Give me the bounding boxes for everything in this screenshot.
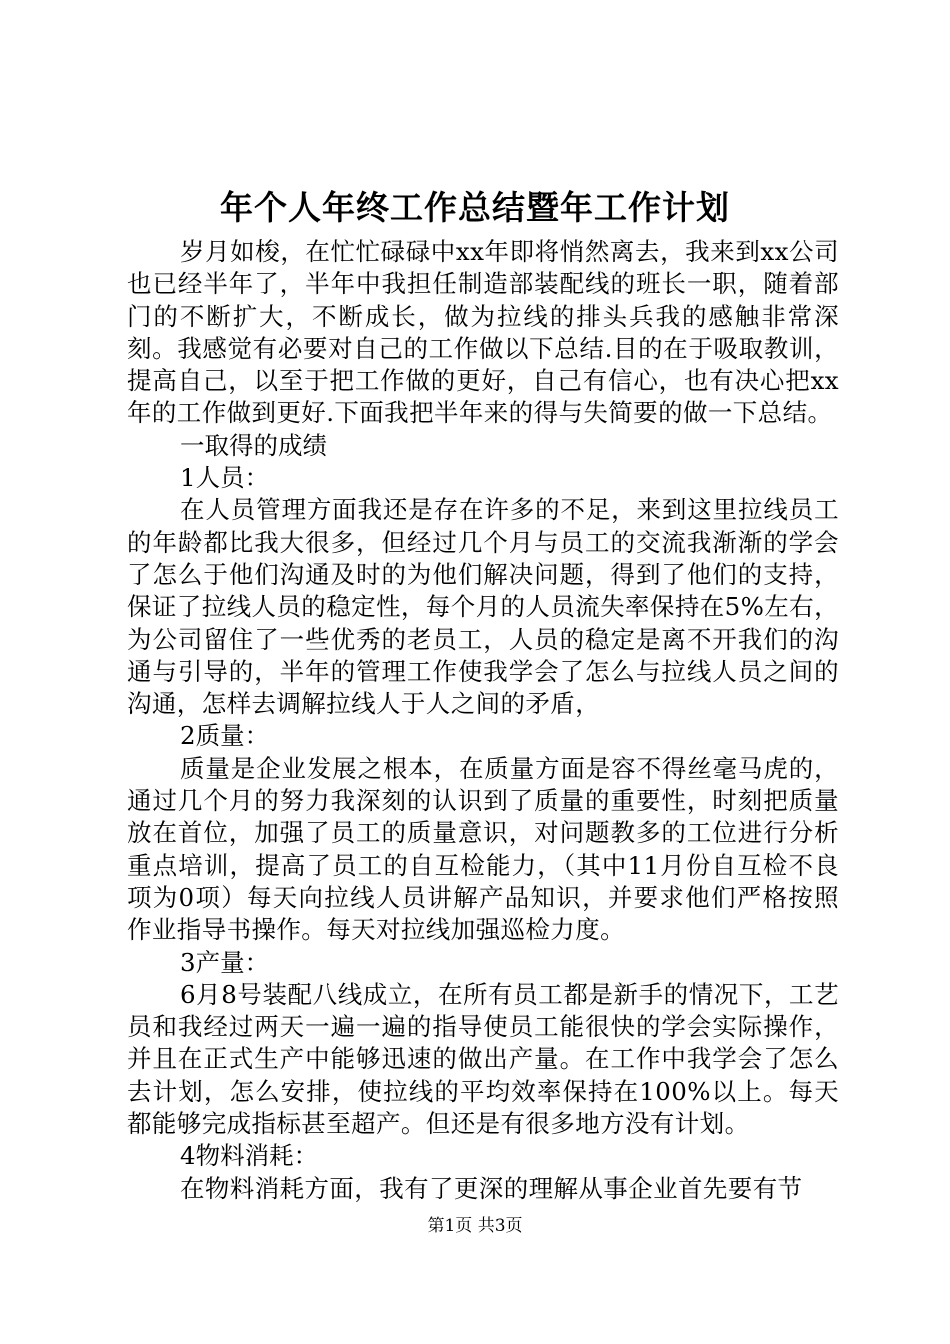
subheading-material-consumption: 4物料消耗： xyxy=(180,1141,319,1171)
document-title: 年个人年终工作总结暨年工作计划 xyxy=(220,188,730,227)
intro-paragraph: 岁月如梭，在忙忙碌碌中xx年即将悄然离去，我来到xx公司也已经半年了，半年中我担任制造部装配线的班长一职，随着部门的不断扩大，不断成长，做为拉线的排头兵我的感触非常深刻。我感觉有必要对自己的工作做以下总结.目的在于吸取教训，提高自己，以至于把工作做的更好，自己有信心，也有决心把xx年的工作做到更好.下面我把半年来的得与失简要的做一下总结。 xyxy=(127,237,839,428)
subheading-personnel: 1人员： xyxy=(180,463,270,493)
quality-paragraph: 质量是企业发展之根本，在质量方面是容不得丝毫马虎的，通过几个月的努力我深刻的认识到了质量的重要性，时刻把质量放在首位，加强了员工的质量意识，对问题教多的工位进行分析重点培训，提高了员工的自互检能力，（其中11月份自互检不良项为0项）每天向拉线人员讲解产品知识，并要求他们严格按照作业指导书操作。每天对拉线加强巡检力度。 xyxy=(127,753,839,945)
page-footer: 第1页 共3页 xyxy=(427,1216,523,1236)
section-heading-achievements: 一取得的成绩 xyxy=(180,430,327,460)
material-consumption-paragraph: 在物料消耗方面，我有了更深的理解从事企业首先要有节 xyxy=(180,1173,803,1203)
personnel-paragraph: 在人员管理方面我还是存在许多的不足，来到这里拉线员工的年龄都比我大很多，但经过几个月与员工的交流我渐渐的学会了怎么于他们沟通及时的为他们解决问题，得到了他们的支持，保证了拉线人员的稳定性，每个月的人员流失率保持在5%左右，为公司留住了一些优秀的老员工，人员的稳定是离不开我们的沟通与引导的，半年的管理工作使我学会了怎么与拉线人员之间的沟通，怎样去调解拉线人于人之间的矛盾， xyxy=(127,495,839,719)
document-body xyxy=(127,236,839,1205)
subheading-quality: 2质量： xyxy=(180,721,270,751)
output-paragraph: 6月8号装配八线成立，在所有员工都是新手的情况下，工艺员和我经过两天一遍一遍的指导使员工能很快的学会实际操作，并且在正式生产中能够迅速的做出产量。在工作中我学会了怎么去计划，怎么安排，使拉线的平均效率保持在100%以上。每天都能够完成指标甚至超产。但还是有很多地方没有计划。 xyxy=(127,979,839,1139)
subheading-output: 3产量： xyxy=(180,947,270,977)
